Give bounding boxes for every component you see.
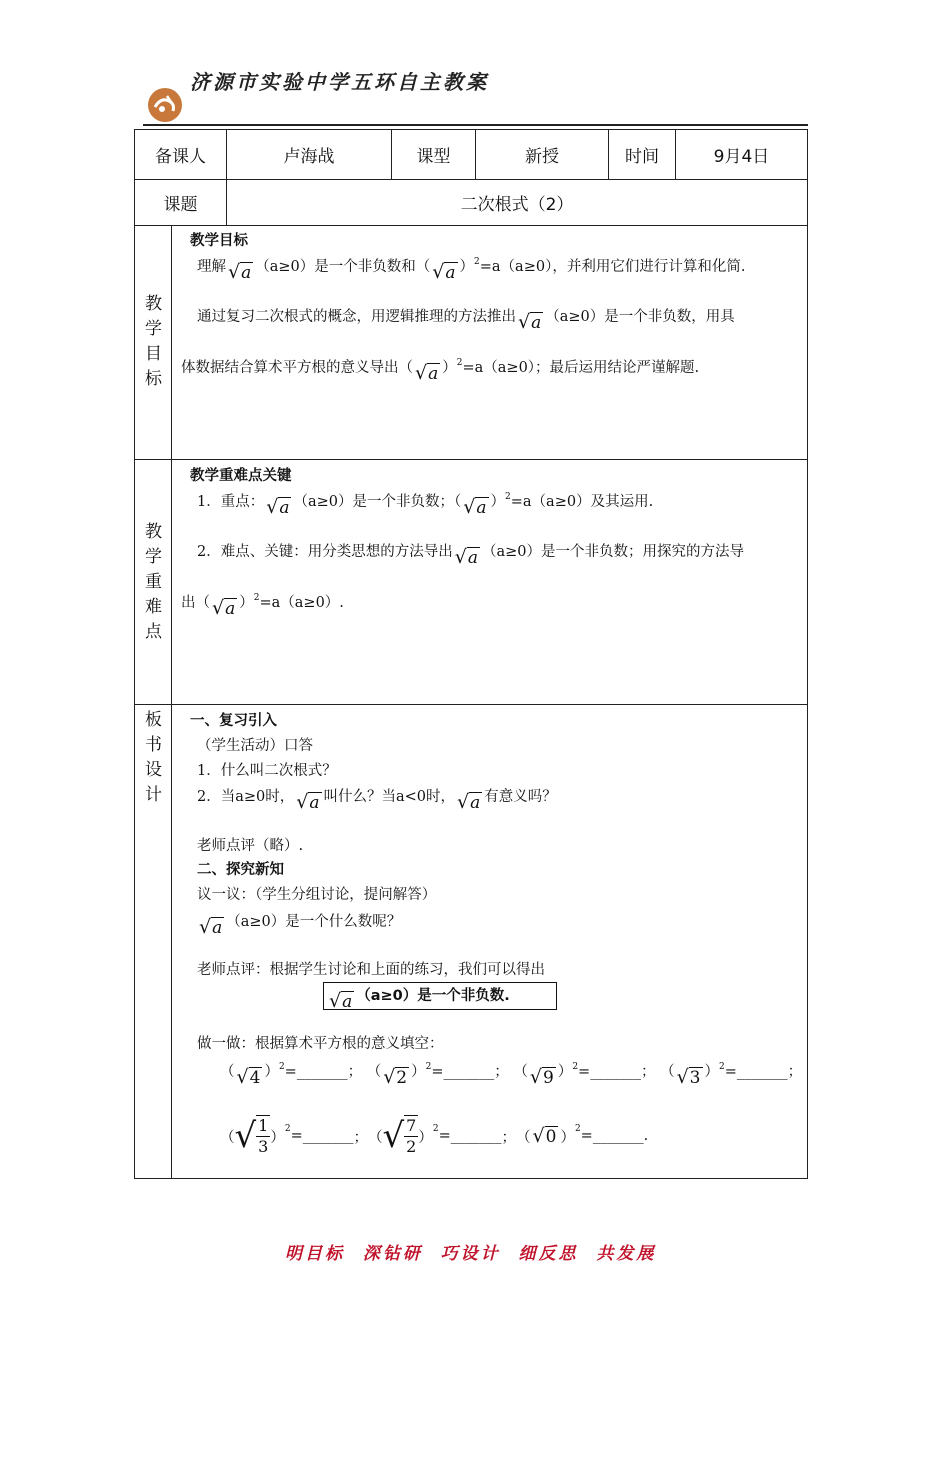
keypoints-line-2: 2．难点、关键：用分类思想的方法导出 √a （a≥0）是一个非负数；用探究的方法导 [197,544,745,568]
board-s1-line-4: 老师点评（略）. [197,838,304,854]
school-logo [147,87,183,123]
sqrt-4-symbol: √4 [236,1066,261,1088]
keypoints-side-label: 教 学 重 难 点 [145,522,162,642]
sqrt-a-symbol: √a [296,791,320,813]
topic-value: 二次根式（2） [460,195,574,215]
board-side-label: 板 书 设 计 [145,710,162,805]
header-rule [143,124,808,126]
board-s1-line-3: 2．当a≥0时， √a 叫什么？当a<0时， √a 有意义吗？ [197,789,557,813]
conclusion-text: √a （a≥0）是一个非负数. [329,988,510,1012]
board-s2-line-4: 做一做：根据算术平方根的意义填空： [197,1036,444,1052]
objectives-heading: 教学目标 [190,233,248,249]
time-label: 时间 [625,147,659,167]
sqrt-9-symbol: √9 [529,1066,554,1088]
sqrt-a-symbol: √a [212,597,236,619]
board-s2-line-1: 议一议：（学生分组讨论，提问解答） [197,887,437,903]
sqrt-0-symbol: √0 [532,1125,557,1147]
sqrt-a-symbol: √a [228,261,252,283]
keypoints-line-3: 出（ √a ）$^2$=a（a≥0）. [181,593,344,619]
sqrt-one-third-symbol: √ $\frac{1}{3}$ [234,1116,269,1156]
board-section-2-heading: 二、探究新知 [197,862,284,878]
board-s2-line-3: 老师点评：根据学生讨论和上面的练习，我们可以得出 [197,962,545,978]
sqrt-2-symbol: √2 [383,1066,408,1088]
sqrt-a-symbol: √a [199,916,223,938]
sqrt-a-symbol: √a [454,546,478,568]
preparer-label: 备课人 [155,147,206,167]
keypoints-heading: 教学重难点关键 [190,468,292,484]
objectives-side-label: 教 学 目 标 [145,294,162,389]
preparer-value: 卢海战 [283,147,335,167]
exercise-row-1: （ √4 ）$^2$=_______； （ √2 ）$^2$=_______； （ √9 ）$^2$=_______； （ √3 ）$^2$=_______； [220,1062,803,1088]
board-section-1-heading: 一、复习引入 [190,713,277,729]
sqrt-a-symbol: √a [518,311,542,333]
objectives-line-1: 理解 √a （a≥0）是一个非负数和（ √a ）$^2$=a（a≥0），并利用它们进行计算和化简. [197,257,746,283]
objectives-line-2: 通过复习二次根式的概念，用逻辑推理的方法推出 √a （a≥0）是一个非负数，用具 [197,309,735,333]
sqrt-a-symbol: √a [329,990,353,1012]
sqrt-a-symbol: √a [266,496,290,518]
sqrt-seven-halves-symbol: √ $\frac{7}{2}$ [382,1116,417,1156]
type-value: 新授 [525,147,559,167]
sqrt-3-symbol: √3 [676,1066,701,1088]
board-s1-line-2: 1．什么叫二次根式？ [197,763,337,779]
sqrt-a-symbol: √a [457,791,481,813]
sqrt-a-symbol: √a [415,362,439,384]
sqrt-a-symbol: √a [432,261,456,283]
time-value: 9月4日 [713,147,770,167]
board-s2-line-2: √a （a≥0）是一个什么数呢？ [199,914,402,938]
school-title: 济源市实验中学五环自主教案 [190,70,489,94]
footer-motto: 明目标 深钻研 巧设计 细反思 共发展 [285,1244,657,1264]
keypoints-line-1: 1．重点： √a （a≥0）是一个非负数；（ √a ）$^2$=a（a≥0）及其运用. [197,492,654,518]
objectives-line-3: 体数据结合算术平方根的意义导出（ √a ）$^2$=a（a≥0）；最后运用结论严谨解题. [181,358,700,384]
exercise-row-2: （ √ $\frac{1}{3}$ ） 2 =_______ ； （ √ $\frac{7}{2}$ ） 2 =_______ ； （ √0 ） 2 =_______ . [220,1116,649,1156]
sqrt-a-symbol: √a [463,496,487,518]
topic-label: 课题 [163,195,198,215]
type-label: 课型 [416,147,451,167]
board-s1-line-1: （学生活动）口答 [197,738,313,754]
